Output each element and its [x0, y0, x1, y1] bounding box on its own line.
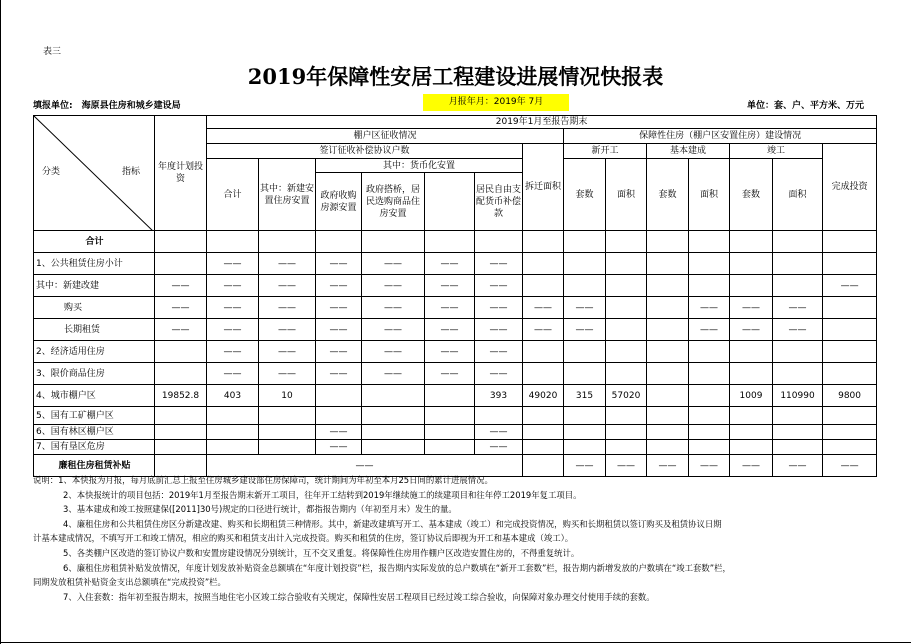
data-cell[interactable] — [155, 363, 207, 385]
data-cell[interactable] — [316, 407, 362, 425]
completion-header: 竣工 — [730, 144, 823, 159]
data-cell[interactable]: 10 — [259, 385, 316, 407]
data-cell[interactable]: 57020 — [606, 385, 647, 407]
data-cell[interactable] — [689, 253, 730, 275]
data-cell[interactable] — [647, 341, 689, 363]
data-cell[interactable] — [773, 440, 823, 455]
data-cell[interactable]: —— — [425, 297, 475, 319]
data-cell[interactable] — [425, 385, 475, 407]
table-row — [34, 363, 877, 385]
row-label: 1、公共租赁住房小计 — [34, 253, 155, 275]
data-cell[interactable]: —— — [207, 253, 259, 275]
data-cell[interactable] — [773, 363, 823, 385]
data-cell[interactable]: —— — [155, 275, 207, 297]
data-cell[interactable]: —— — [647, 455, 689, 477]
signed-agreements-header: 签订征收补偿协议户数 — [207, 144, 523, 159]
data-cell[interactable] — [207, 440, 259, 455]
data-cell[interactable]: —— — [689, 297, 730, 319]
table-row — [34, 407, 877, 425]
data-cell[interactable] — [773, 407, 823, 425]
basic-units-header: 套数 — [647, 159, 689, 231]
data-cell[interactable] — [689, 363, 730, 385]
data-cell[interactable] — [606, 319, 647, 341]
signed-total-header: 合计 — [207, 159, 259, 231]
data-cell[interactable] — [425, 231, 475, 253]
data-cell[interactable]: 9800 — [823, 385, 877, 407]
reporting-unit: 填报单位: 海原县住房和城乡建设局 — [33, 101, 181, 111]
data-cell[interactable]: —— — [362, 297, 425, 319]
data-cell[interactable]: —— — [155, 319, 207, 341]
note-line: 7、入住套数：指年初至报告期末，按照当地住宅小区竣工综合验收有关规定，保障性安居工程项目已经过竣工综合验收，向保障对象办理交付使用手续的套数。 — [63, 591, 655, 602]
row-label: 5、国有工矿棚户区 — [34, 407, 155, 425]
data-cell[interactable] — [259, 231, 316, 253]
data-cell[interactable] — [425, 440, 475, 455]
data-cell[interactable]: —— — [155, 297, 207, 319]
completion-units-header: 套数 — [730, 159, 773, 231]
table-row — [34, 385, 877, 407]
data-cell[interactable]: 393 — [475, 385, 523, 407]
data-cell[interactable]: —— — [689, 455, 730, 477]
data-cell[interactable] — [564, 425, 606, 440]
data-cell[interactable] — [523, 341, 564, 363]
data-cell[interactable]: 315 — [564, 385, 606, 407]
note-line: 6、廉租住房租赁补贴发放情况，年度计划发放补贴资金总额填在“年度计划投资”栏，报告期内实际发放的总户数填在“新开工套数”栏，报告期内新增发放的户数填在“竣工套数”栏， — [63, 562, 731, 573]
period-header: 2019年1月至报告期末 — [207, 116, 877, 129]
demolition-area-header: 拆迁面积 — [523, 144, 564, 231]
data-cell[interactable]: —— — [316, 363, 362, 385]
data-cell[interactable]: —— — [475, 440, 523, 455]
data-cell[interactable] — [773, 231, 823, 253]
data-cell[interactable] — [773, 275, 823, 297]
basic-area-header: 面积 — [689, 159, 730, 231]
data-cell[interactable] — [362, 440, 425, 455]
data-cell[interactable]: —— — [475, 363, 523, 385]
data-cell[interactable] — [207, 425, 259, 440]
data-cell[interactable] — [207, 231, 259, 253]
data-cell[interactable]: —— — [259, 275, 316, 297]
data-cell[interactable] — [564, 231, 606, 253]
data-cell[interactable]: —— — [316, 319, 362, 341]
data-cell[interactable] — [606, 275, 647, 297]
data-cell[interactable]: 110990 — [773, 385, 823, 407]
data-cell[interactable]: —— — [362, 275, 425, 297]
data-cell[interactable] — [564, 363, 606, 385]
data-cell[interactable]: —— — [475, 297, 523, 319]
data-cell[interactable] — [523, 363, 564, 385]
new-housing-header: 其中：新建安置住房安置 — [259, 159, 316, 231]
data-cell[interactable] — [475, 231, 523, 253]
data-cell[interactable]: —— — [259, 253, 316, 275]
data-cell[interactable] — [155, 253, 207, 275]
data-cell[interactable] — [564, 341, 606, 363]
row-label: 廉租住房租赁补贴 — [34, 455, 155, 477]
gov-guide-header: 政府搭桥，居民选购商品住房安置 — [362, 173, 425, 231]
indicator-header: 指标 — [122, 167, 141, 177]
data-cell[interactable]: —— — [207, 319, 259, 341]
data-cell[interactable] — [523, 407, 564, 425]
data-cell[interactable]: 403 — [207, 385, 259, 407]
basic-completion-header: 基本建成 — [647, 144, 730, 159]
units-label: 单位：套、户、平方米、万元 — [746, 101, 864, 111]
row-label: 购买 — [34, 297, 155, 319]
data-cell[interactable] — [155, 407, 207, 425]
table-row — [34, 425, 877, 440]
table-row — [34, 231, 877, 253]
table-row — [34, 297, 877, 319]
monetized-header: 其中：货币化安置 — [316, 159, 523, 173]
table-row — [34, 253, 877, 275]
data-cell[interactable] — [475, 407, 523, 425]
data-cell[interactable] — [564, 253, 606, 275]
data-cell[interactable]: 1009 — [730, 385, 773, 407]
data-cell[interactable] — [564, 275, 606, 297]
note-line: 5、各类棚户区改造的签订协议户数和安置房建设情况分别统计，互不交叉重复。将保障性住房用作棚户区改造安置住房的，不得重复统计。 — [63, 547, 580, 558]
data-cell[interactable] — [773, 425, 823, 440]
data-cell[interactable] — [155, 425, 207, 440]
category-header: 分类 — [42, 167, 61, 177]
data-cell[interactable] — [606, 341, 647, 363]
data-cell[interactable]: —— — [425, 341, 475, 363]
data-cell[interactable]: —— — [425, 319, 475, 341]
data-cell[interactable] — [259, 440, 316, 455]
data-cell[interactable] — [823, 231, 877, 253]
table-row — [34, 319, 877, 341]
data-cell[interactable] — [689, 341, 730, 363]
data-cell[interactable] — [730, 425, 773, 440]
completed-investment-header: 完成投资 — [823, 144, 877, 231]
data-cell[interactable] — [773, 341, 823, 363]
data-cell[interactable] — [259, 425, 316, 440]
data-cell[interactable] — [362, 407, 425, 425]
row-label: 4、城市棚户区 — [34, 385, 155, 407]
data-cell[interactable] — [689, 385, 730, 407]
data-cell[interactable]: —— — [475, 319, 523, 341]
data-cell[interactable] — [155, 341, 207, 363]
data-cell[interactable] — [425, 407, 475, 425]
gov-purchase-header: 政府收购房源安置 — [316, 173, 362, 231]
data-cell[interactable] — [647, 363, 689, 385]
data-cell[interactable] — [155, 231, 207, 253]
data-cell[interactable] — [259, 407, 316, 425]
data-cell[interactable] — [606, 253, 647, 275]
data-cell[interactable] — [647, 385, 689, 407]
data-cell[interactable] — [316, 231, 362, 253]
row-label: 其中：新建改建 — [34, 275, 155, 297]
row-label: 合计 — [34, 231, 155, 253]
data-cell[interactable]: —— — [425, 363, 475, 385]
data-cell[interactable]: —— — [207, 275, 259, 297]
data-cell[interactable]: —— — [316, 253, 362, 275]
page-border-left — [0, 0, 1, 644]
data-cell[interactable]: —— — [730, 455, 773, 477]
table-row — [34, 341, 877, 363]
affordable-housing-header: 保障性住房（棚户区安置住房）建设情况 — [564, 129, 877, 144]
data-cell[interactable]: —— — [207, 363, 259, 385]
data-cell[interactable]: —— — [523, 319, 564, 341]
data-cell[interactable]: —— — [823, 455, 877, 477]
data-cell[interactable]: —— — [689, 319, 730, 341]
data-cell[interactable]: —— — [362, 253, 425, 275]
data-cell[interactable] — [689, 407, 730, 425]
data-cell[interactable] — [823, 341, 877, 363]
data-cell[interactable] — [647, 407, 689, 425]
note-line: 同期发放租赁补贴资金支出总额填在“完成投资”栏。 — [33, 577, 226, 588]
data-cell[interactable] — [730, 407, 773, 425]
data-cell[interactable] — [523, 231, 564, 253]
data-cell[interactable]: —— — [730, 297, 773, 319]
data-cell[interactable] — [689, 425, 730, 440]
report-table-wrapper — [33, 115, 877, 477]
data-cell[interactable]: —— — [259, 363, 316, 385]
data-cell[interactable]: —— — [259, 341, 316, 363]
data-cell[interactable] — [823, 297, 877, 319]
note-line: 3、基本建成和竣工按照建保([2011]30号)规定的口径进行统计，都指报告期内（年初至月末）发生的量。 — [63, 504, 457, 515]
row-label: 长期租赁 — [34, 319, 155, 341]
data-cell[interactable] — [523, 253, 564, 275]
monetized-blank-header — [425, 173, 475, 231]
data-cell[interactable]: —— — [773, 455, 823, 477]
data-cell[interactable]: —— — [475, 275, 523, 297]
new-area-header: 面积 — [606, 159, 647, 231]
report-period-cell[interactable]: 月报年月：2019年 7月 — [423, 94, 569, 111]
data-cell[interactable] — [730, 440, 773, 455]
data-cell[interactable]: —— — [773, 297, 823, 319]
data-cell[interactable] — [362, 425, 425, 440]
shantytown-collection-header: 棚户区征收情况 — [207, 129, 564, 144]
data-cell[interactable] — [606, 297, 647, 319]
table-row — [34, 440, 877, 455]
data-cell[interactable] — [207, 407, 259, 425]
data-cell[interactable] — [730, 275, 773, 297]
data-cell[interactable]: 19852.8 — [155, 385, 207, 407]
data-cell[interactable] — [730, 363, 773, 385]
data-cell[interactable] — [647, 231, 689, 253]
data-cell[interactable] — [823, 407, 877, 425]
new-units-header: 套数 — [564, 159, 606, 231]
note-line: 说明：1、本快报为月报，每月底前汇总上报至住房城乡建设部住房保障司，统计期间为年初至本月25日间的累计进展情况。 — [33, 475, 493, 485]
data-cell[interactable]: —— — [730, 319, 773, 341]
data-cell[interactable] — [564, 440, 606, 455]
data-cell[interactable]: —— — [362, 319, 425, 341]
data-cell[interactable] — [647, 297, 689, 319]
data-cell[interactable]: —— — [564, 297, 606, 319]
data-cell[interactable]: 49020 — [523, 385, 564, 407]
data-cell[interactable] — [523, 440, 564, 455]
data-cell[interactable] — [647, 275, 689, 297]
category-indicator-header — [34, 116, 155, 231]
report-table — [33, 115, 877, 477]
data-cell[interactable] — [730, 231, 773, 253]
data-cell[interactable] — [647, 253, 689, 275]
data-cell[interactable] — [155, 440, 207, 455]
data-cell[interactable]: —— — [362, 341, 425, 363]
row-label: 2、经济适用住房 — [34, 341, 155, 363]
data-cell[interactable] — [730, 253, 773, 275]
data-cell[interactable] — [730, 341, 773, 363]
data-cell[interactable]: —— — [207, 297, 259, 319]
sheet-label: 表三 — [43, 47, 62, 57]
data-cell[interactable] — [606, 363, 647, 385]
data-cell[interactable] — [362, 385, 425, 407]
data-cell[interactable]: —— — [606, 455, 647, 477]
data-cell[interactable]: —— — [773, 319, 823, 341]
data-cell[interactable] — [647, 425, 689, 440]
data-cell[interactable]: —— — [316, 425, 362, 440]
data-cell[interactable] — [823, 425, 877, 440]
data-cell[interactable]: —— — [316, 341, 362, 363]
note-line: 2、本快报统计的项目包括：2019年1月至报告期末新开工项目，往年开工结转到2019年继续施工的续建项目和往年停工2019年复工项目。 — [63, 489, 582, 500]
row-label: 7、国有垦区危房 — [34, 440, 155, 455]
data-cell[interactable]: —— — [362, 363, 425, 385]
data-cell[interactable]: —— — [207, 455, 523, 477]
data-cell[interactable] — [606, 407, 647, 425]
data-cell[interactable]: —— — [564, 455, 606, 477]
data-cell[interactable]: —— — [316, 440, 362, 455]
data-cell[interactable] — [362, 231, 425, 253]
row-label: 3、限价商品住房 — [34, 363, 155, 385]
data-cell[interactable] — [606, 425, 647, 440]
annual-plan-header: 年度计划投资 — [155, 116, 207, 231]
data-cell[interactable]: —— — [475, 253, 523, 275]
data-cell[interactable] — [647, 440, 689, 455]
new-construction-header: 新开工 — [564, 144, 647, 159]
data-cell[interactable] — [773, 253, 823, 275]
completion-area-header: 面积 — [773, 159, 823, 231]
data-cell[interactable]: —— — [564, 319, 606, 341]
data-cell[interactable]: —— — [475, 341, 523, 363]
data-cell[interactable]: —— — [425, 275, 475, 297]
data-cell[interactable] — [823, 253, 877, 275]
data-cell[interactable]: —— — [823, 275, 877, 297]
data-cell[interactable]: —— — [316, 297, 362, 319]
data-cell[interactable] — [523, 275, 564, 297]
data-cell[interactable]: —— — [425, 253, 475, 275]
notes — [33, 473, 863, 604]
data-cell[interactable]: —— — [523, 297, 564, 319]
page-border-bottom — [0, 642, 911, 643]
data-cell[interactable]: —— — [475, 425, 523, 440]
data-cell[interactable] — [647, 319, 689, 341]
note-line: 计基本建成情况，不填写开工和竣工情况，相应的购买和租赁支出计入完成投资。购买和租赁的住房，签订协议后即视为开工和基本建成（竣工）。 — [33, 533, 574, 544]
note-line: 4、廉租住房和公共租赁住房区分新建改建、购买和长期租赁三种情形。其中，新建改建填写开工、基本建成（竣工）和完成投资情况，购买和长期租赁以签订购买及租赁协议日期 — [63, 518, 722, 529]
data-cell[interactable] — [316, 385, 362, 407]
data-cell[interactable] — [606, 440, 647, 455]
data-cell[interactable] — [606, 231, 647, 253]
data-cell[interactable] — [689, 440, 730, 455]
data-cell[interactable] — [564, 407, 606, 425]
data-cell[interactable] — [425, 425, 475, 440]
table-row — [34, 275, 877, 297]
data-cell[interactable] — [823, 363, 877, 385]
data-cell[interactable]: —— — [207, 341, 259, 363]
row-label: 6、国有林区棚户区 — [34, 425, 155, 440]
data-cell[interactable] — [523, 425, 564, 440]
data-cell[interactable]: —— — [259, 297, 316, 319]
data-cell[interactable] — [689, 275, 730, 297]
data-cell[interactable] — [823, 440, 877, 455]
data-cell[interactable] — [689, 231, 730, 253]
report-title: 2019年保障性安居工程建设进展情况快报表 — [247, 64, 664, 89]
data-cell[interactable]: —— — [259, 319, 316, 341]
data-cell[interactable] — [823, 319, 877, 341]
self-purchase-header: 居民自由支配货币补偿款 — [475, 173, 523, 231]
data-cell[interactable]: —— — [316, 275, 362, 297]
